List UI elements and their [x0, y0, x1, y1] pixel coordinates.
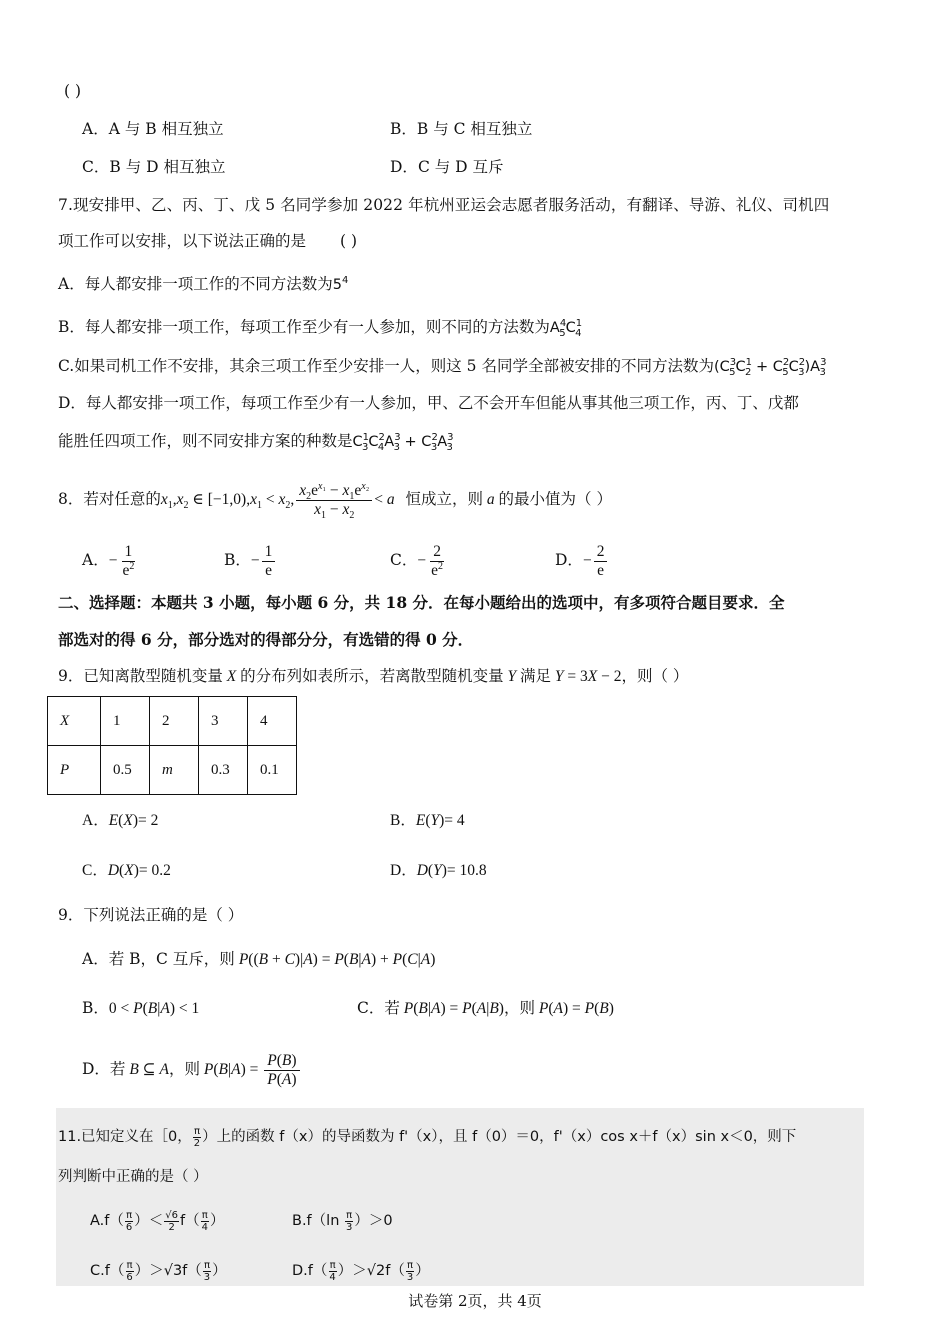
q8-option-c: C．− $\frac{2}{e^2}$ — [390, 542, 444, 579]
distribution-table — [47, 696, 297, 795]
q6-option-c: C．B 与 D 相互独立 — [82, 158, 226, 176]
q11-option-d: D.f（ $\frac{\pi}{4}$ ）＞√2f（ $\frac{\pi}{3}$ ） — [292, 1259, 430, 1283]
q11-option-b: B.f（ln $\frac{\pi}{3}$ ）＞0 — [292, 1209, 393, 1233]
section2-title-line1: 二、选择题：本题共 3 小题，每小题 6 分，共 18 分．在每小题给出的选项中，有多项符合题目要求．全 — [58, 593, 785, 612]
q9b-option-a: A．若 B，C 互斥，则 P((B + C)|A) = P(B|A) + P(C|A) — [82, 950, 436, 968]
q6-option-a: A．A 与 B 相互独立 — [82, 120, 224, 138]
q8-option-a: A．− $\frac{1}{e^2}$ — [82, 542, 135, 579]
table-cell: 1 — [101, 697, 150, 746]
table-row — [48, 697, 297, 746]
q9a-option-b: B．E(Y)= 4 — [390, 812, 465, 829]
q9b-option-d: D．若 B ⊆ A，则 P(B|A) = $\frac{P(B)}{P(A)}$ — [82, 1048, 302, 1091]
table-cell: 0.1 — [248, 746, 297, 795]
q9a-option-c: C．D(X)= 0.2 — [82, 862, 171, 879]
table-cell: 0.5 — [101, 746, 150, 795]
table-cell: X — [48, 697, 101, 746]
table-cell: 3 — [199, 697, 248, 746]
q9b-option-c: C．若 P(B|A) = P(A|B)，则 P(A) = P(B) — [357, 999, 614, 1017]
table-cell: 2 — [150, 697, 199, 746]
q11-stem-line1: 11.已知定义在［0， $\frac{\pi}{2}$ ）上的函数 f（x）的导函数为 f'（x），且 f（0）＝0，f'（x）cos x＋f（x）sin x＜0，则下 — [58, 1125, 797, 1149]
q6-option-d: D．C 与 D 互斥 — [390, 158, 504, 176]
table-cell: 4 — [248, 697, 297, 746]
section2-title-line2: 部选对的得 6 分，部分选对的得部分分，有选错的得 0 分． — [58, 630, 474, 649]
q8-option-b: B．− $\frac{1}{e}$ — [224, 540, 277, 581]
q9b-stem: 9．下列说法正确的是（ ） — [58, 906, 244, 924]
table-cell: P — [48, 746, 101, 795]
q8-fraction: $\frac{x_2e^{x_1} - x_1e^{x_2}}{x_1 - x_2}$ — [296, 482, 372, 519]
q7-option-c: C.如果司机工作不安排，其余三项工作至少安排一人，则这 5 名同学全部被安排的不同方法数为$(C^3_5C^1_2 + C^2_5C^2_3)A^3_3$ — [58, 357, 827, 378]
q6-answer-paren: ( ) — [64, 82, 82, 100]
q9a-stem: 9．已知离散型随机变量 X 的分布列如表所示，若离散型随机变量 Y 满足 Y = 3X − 2，则（ ） — [58, 667, 689, 685]
q11-option-c: C.f（ $\frac{\pi}{6}$ ）＞√3f（ $\frac{\pi}{3}$ ） — [90, 1259, 227, 1283]
q7-option-a: A．每人都安排一项工作的不同方法数为$5^4$ — [58, 275, 349, 293]
q11-stem-line2: 列判断中正确的是（ ） — [58, 1169, 208, 1185]
q8-option-d: D．− $\frac{2}{e}$ — [555, 540, 609, 581]
table-row — [48, 746, 297, 795]
q7-option-d-line1: D．每人都安排一项工作，每项工作至少有一人参加，甲、乙不会开车但能从事其他三项工作，丙、丁、戊都 — [58, 394, 799, 412]
q11-option-a: A.f（ $\frac{\pi}{6}$ ）＜ $\frac{√6}{2}$ f（ $\frac{\pi}{4}$ ） — [90, 1209, 225, 1233]
page-footer: 试卷第 2页，共 4页 — [408, 1292, 542, 1310]
q7-option-b: B．每人都安排一项工作，每项工作至少有一人参加，则不同的方法数为$A^4_5C^1_4$ — [58, 318, 583, 339]
q7-stem-line1: 7.现安排甲、乙、丙、丁、戊 5 名同学参加 2022 年杭州亚运会志愿者服务活动，有翻译、导游、礼仪、司机四 — [58, 196, 830, 214]
q7-option-d-line2: 能胜任四项工作，则不同安排方案的种数是$C^1_3C^2_4A^3_3 + C^2_3A^3_3$ — [58, 432, 454, 453]
q7-stem-line2: 项工作可以安排，以下说法正确的是 ( ) — [58, 232, 358, 250]
q6-option-b: B．B 与 C 相互独立 — [390, 120, 533, 138]
table-cell: m — [150, 746, 199, 795]
table-cell: 0.3 — [199, 746, 248, 795]
q9a-option-a: A．E(X)= 2 — [82, 812, 159, 829]
q8-stem: 8．若对任意的$x_1,x_2$ ∈ $[-1,0),x_1 < x_2$, $\frac{x_2e^{x_1} - x_1e^{x_2}}{x_1 - x_2}$ < a 恒成立，则 a 的最小值为（ ） — [58, 480, 612, 521]
q9a-option-d: D．D(Y)= 10.8 — [390, 862, 487, 879]
q9b-option-b: B．0 < P(B|A) < 1 — [82, 999, 200, 1017]
